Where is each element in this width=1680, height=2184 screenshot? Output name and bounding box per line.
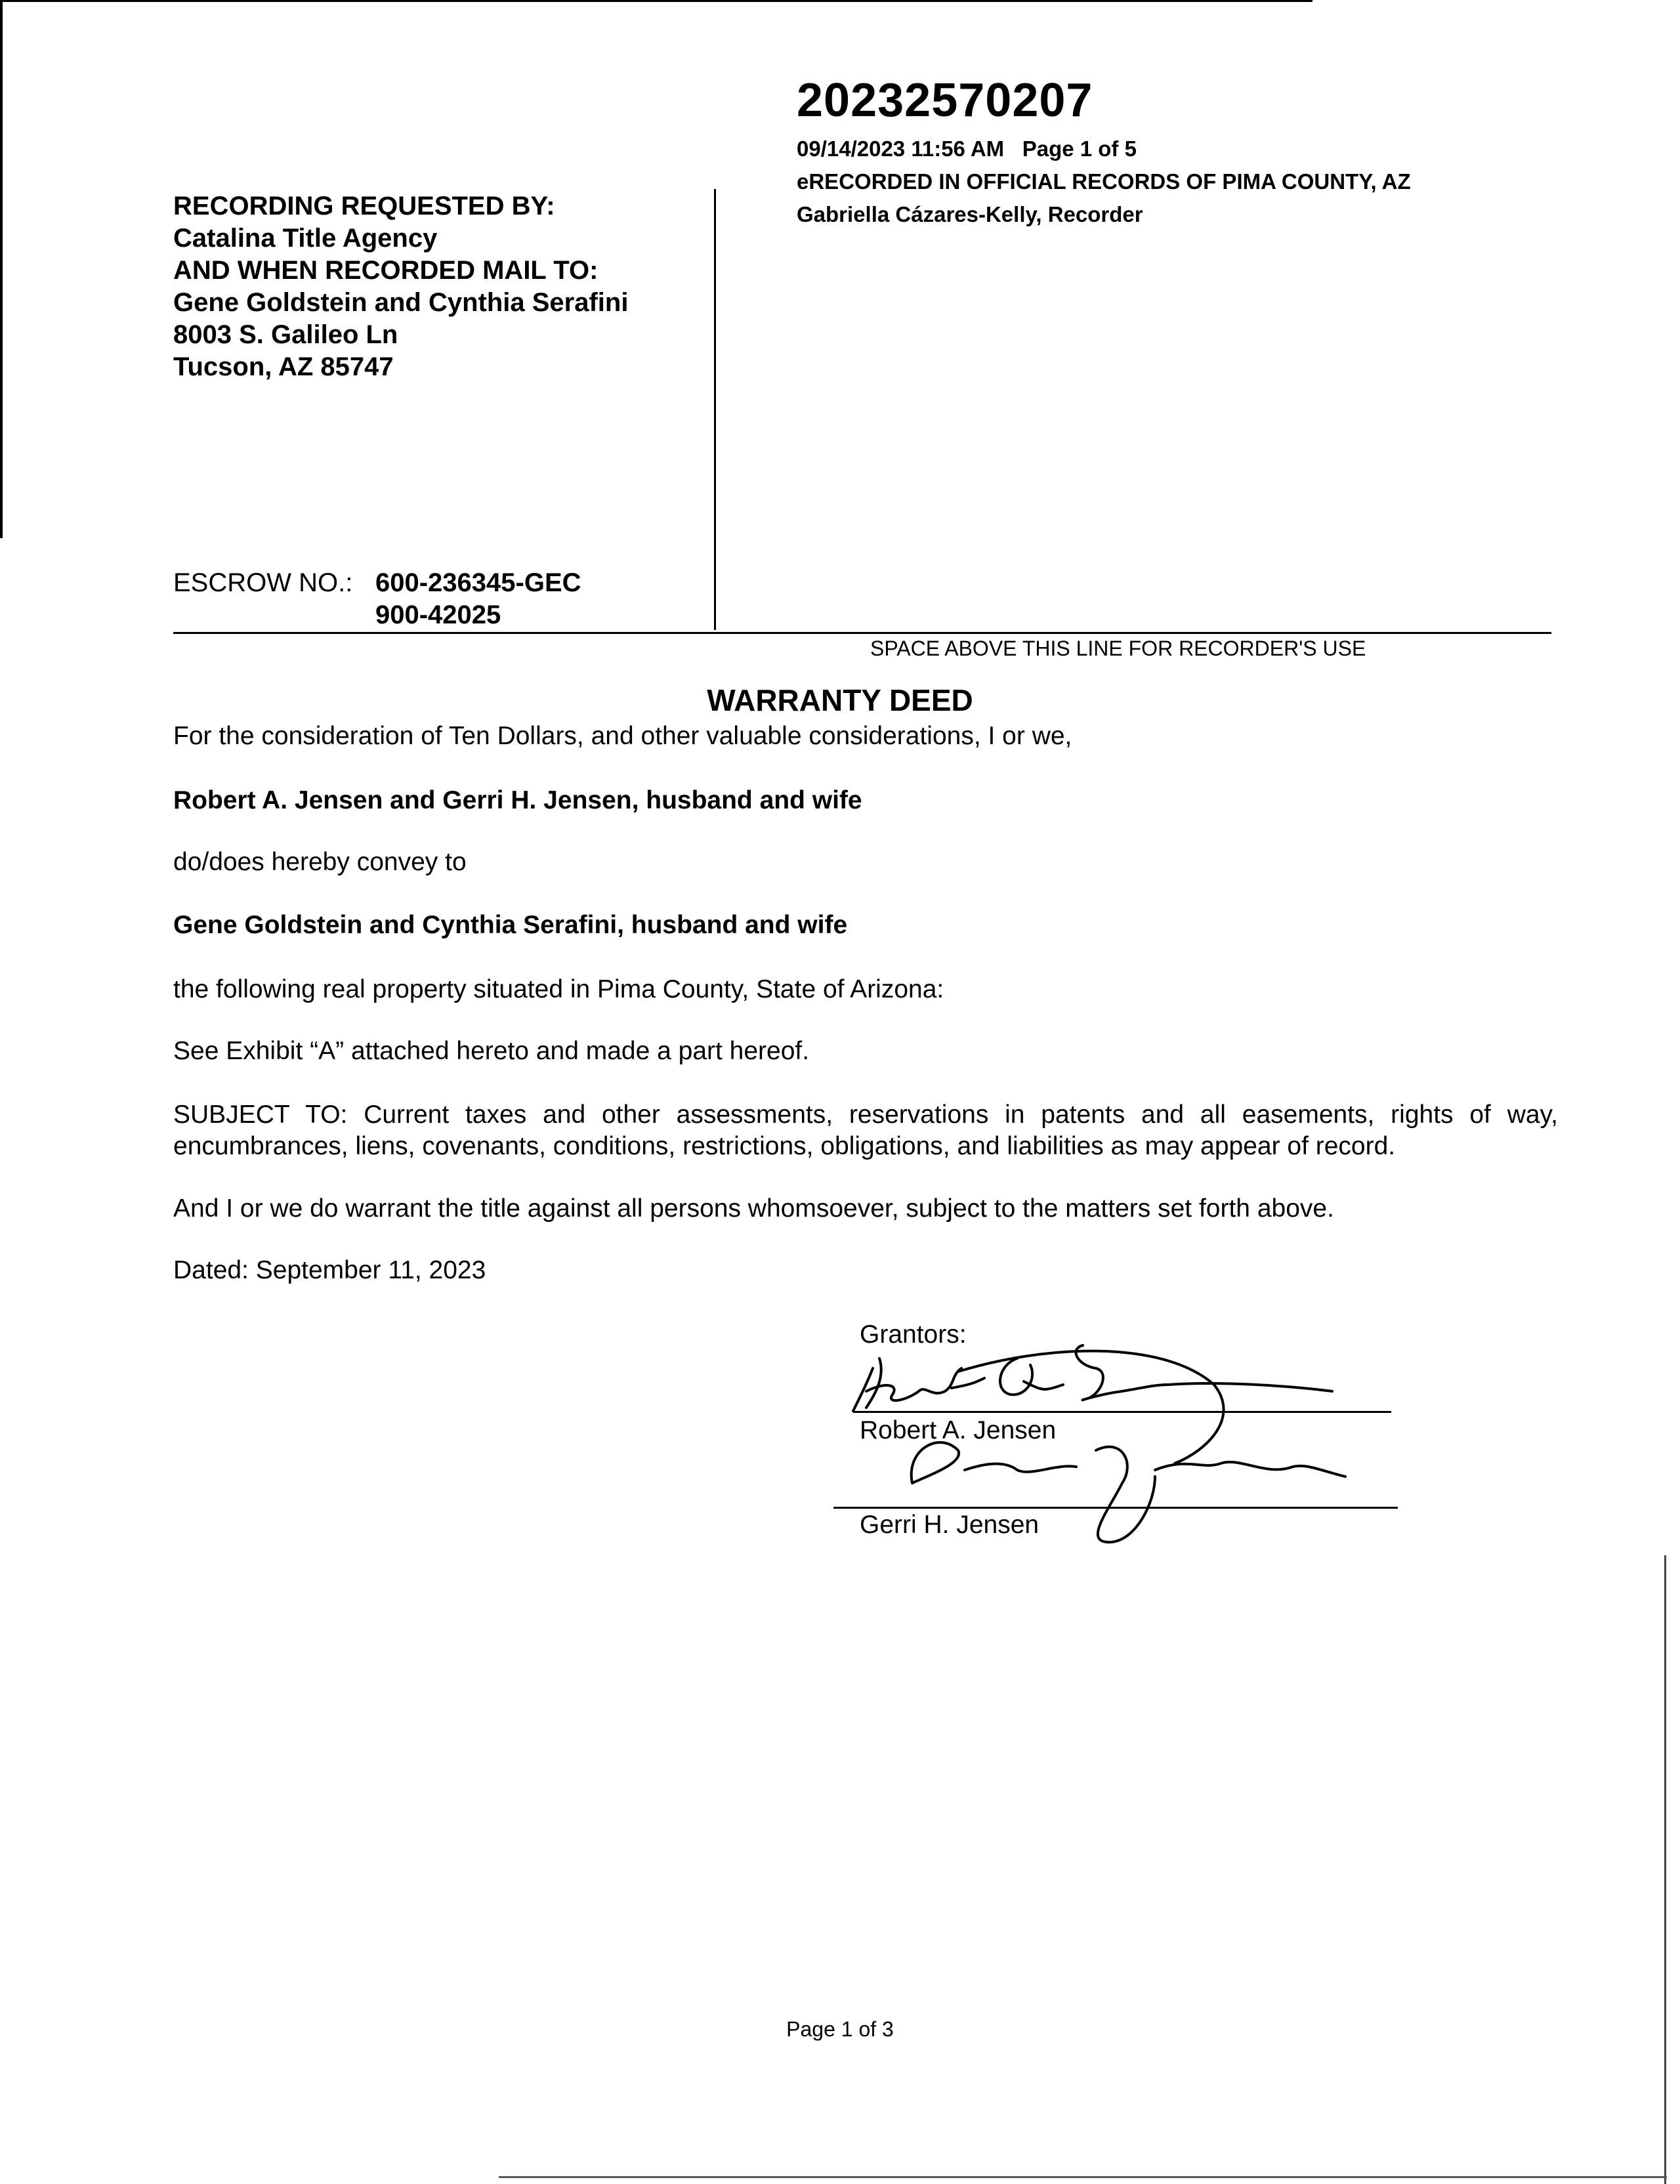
exhibit-text: See Exhibit “A” attached hereto and made a part hereof. [173,1037,810,1065]
signer-2-name: Gerri H. Jensen [860,1511,1040,1539]
header-divider-vertical [714,189,716,630]
page-footer: Page 1 of 3 [786,2017,894,2041]
scan-edge-right [1664,1555,1666,2184]
scan-edge-left [0,0,3,538]
recording-requested-block [173,190,628,383]
recorded-page: Page 1 of 5 [1022,136,1137,161]
signature-line-2 [833,1507,1398,1509]
scan-edge-top [0,0,1312,2]
recorder-space-divider [173,632,1551,634]
escrow-number-2: 900-42025 [375,600,501,629]
mail-to-street: 8003 S. Galileo Ln [173,320,398,349]
mail-to-name: Gene Goldstein and Cynthia Serafini [173,288,629,317]
dated-text: Dated: September 11, 2023 [173,1256,486,1284]
consideration-text: For the consideration of Ten Dollars, and other valuable considerations, I or we, [173,722,1072,750]
grantors-names: Robert A. Jensen and Gerri H. Jensen, husband and wife [173,786,862,814]
scan-edge-bottom [499,2176,1667,2178]
recording-number: 20232570207 [797,74,1093,127]
recorded-datetime-line [797,136,1137,161]
convey-text: do/does hereby convey to [173,848,467,876]
recorder-name: Gabriella Cázares-Kelly, Recorder [797,202,1143,226]
signer-1-name: Robert A. Jensen [860,1416,1057,1444]
recorded-in: eRECORDED IN OFFICIAL RECORDS OF PIMA COUNTY, AZ [797,169,1411,194]
mail-to-city: Tucson, AZ 85747 [173,352,394,381]
escrow-label: ESCROW NO.: [173,568,353,597]
recorded-datetime: 09/14/2023 11:56 AM [797,136,1005,161]
warranty-text: And I or we do warrant the title against all persons whomsoever, subject to the matters set forth above. [173,1194,1334,1223]
mail-to-label: AND WHEN RECORDED MAIL TO: [173,256,598,285]
signature-line-1 [853,1411,1391,1413]
escrow-number-1: 600-236345-GEC [375,568,581,597]
grantees-names: Gene Goldstein and Cynthia Serafini, husband and wife [173,911,848,939]
property-text: the following real property situated in Pima County, State of Arizona: [173,975,944,1003]
recorder-space-note: SPACE ABOVE THIS LINE FOR RECORDER'S USE [870,637,1366,660]
subject-to-text: SUBJECT TO: Current taxes and other assessments, reservations in patents and all easements, rights of way, encumbrances, liens, covenants, conditions, restrictions, obligations, and liabilities as may appear of record. [173,1101,1558,1160]
requested-by: Catalina Title Agency [173,224,438,253]
grantors-label: Grantors: [860,1320,967,1349]
requested-by-label: RECORDING REQUESTED BY: [173,192,555,220]
deed-title: WARRANTY DEED [707,683,973,717]
